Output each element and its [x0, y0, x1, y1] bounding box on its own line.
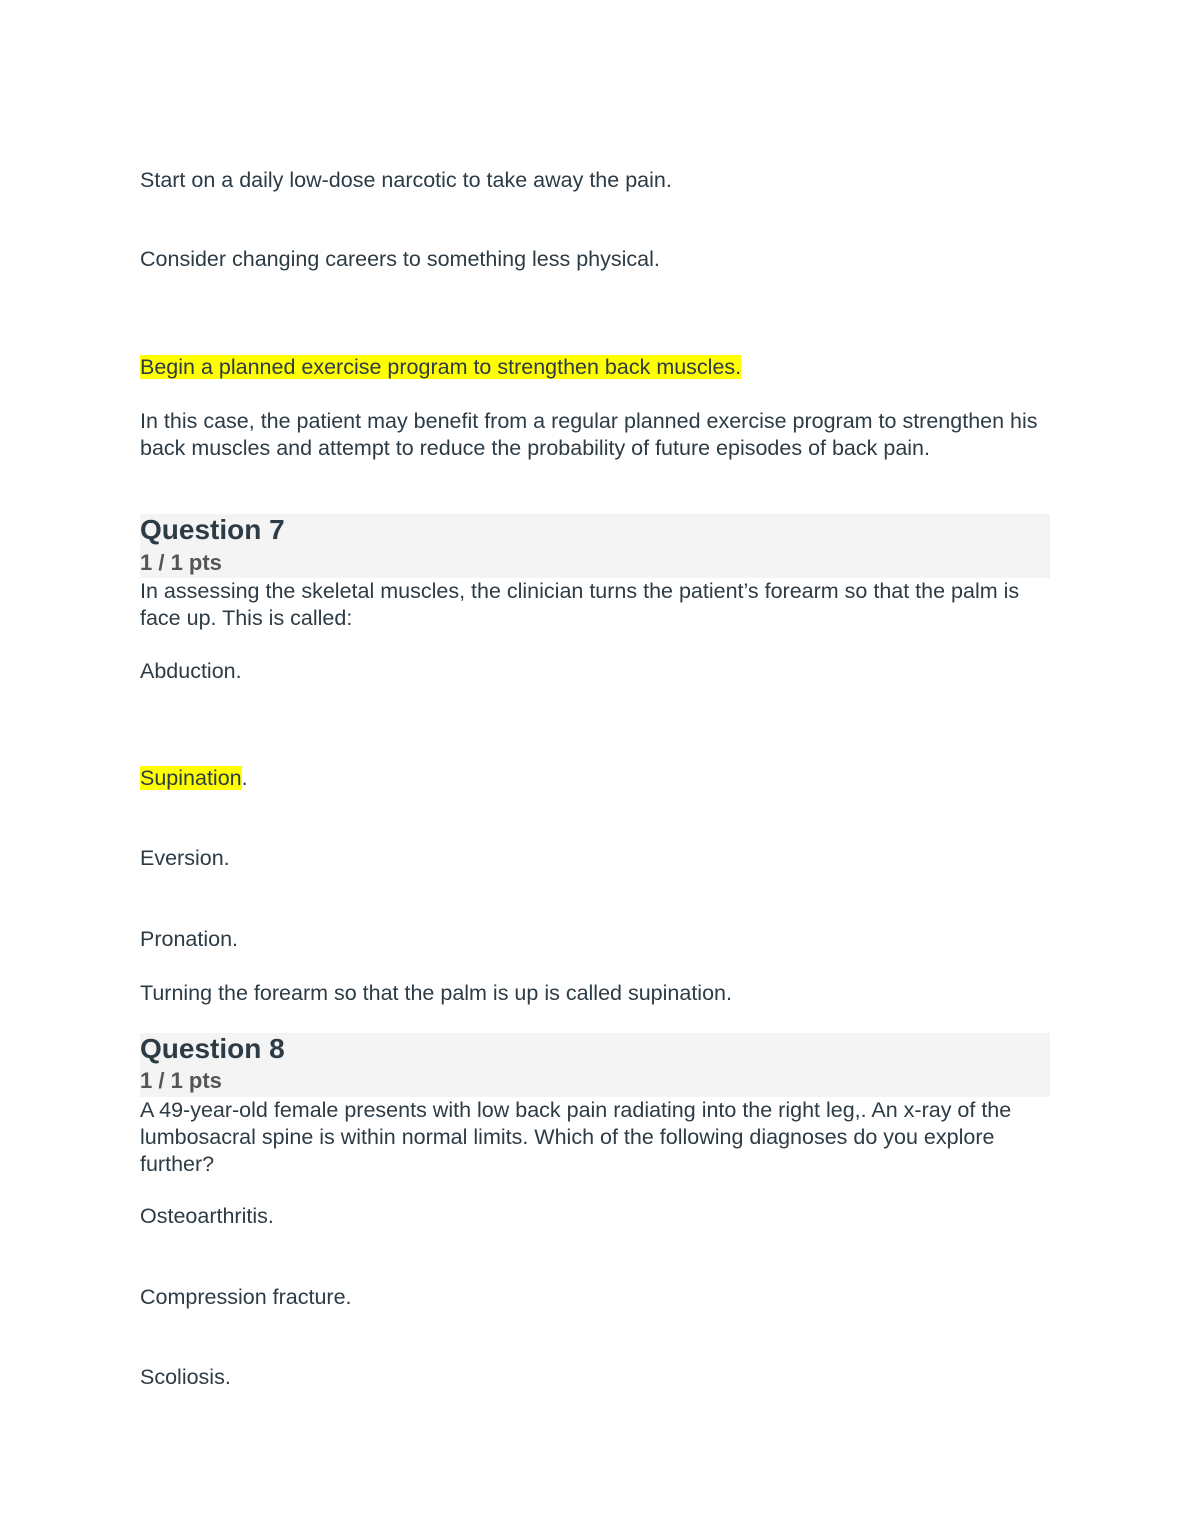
answer-option-correct[interactable]	[140, 765, 248, 792]
correct-answer-highlight: Begin a planned exercise program to strengthen back muscles.	[140, 355, 742, 379]
answer-explanation: Turning the forearm so that the palm is up is called supination.	[140, 981, 732, 1005]
answer-option[interactable]: Compression fracture.	[140, 1285, 352, 1309]
answer-explanation: In this case, the patient may benefit from a regular planned exercise program to strengthen his back muscles and attempt to reduce the probability of future episodes of back pain.	[140, 409, 1038, 460]
question-prompt: A 49-year-old female presents with low back pain radiating into the right leg,. An x-ray of the lumbosacral spine is within normal limits. Which of the following diagnoses do you explore further?	[140, 1098, 1012, 1176]
answer-option[interactable]: Consider changing careers to something less physical.	[140, 247, 660, 271]
question-points: 1 / 1 pts	[140, 550, 222, 575]
answer-option[interactable]: Eversion.	[140, 846, 230, 870]
question-title: Question 8	[140, 1033, 285, 1064]
correct-answer-highlight: Supination	[140, 766, 242, 790]
question-title: Question 7	[140, 514, 285, 545]
answer-option[interactable]: Abduction.	[140, 659, 242, 683]
answer-suffix: .	[241, 766, 248, 790]
question-points: 1 / 1 pts	[140, 1068, 222, 1093]
answer-option[interactable]: Scoliosis.	[140, 1365, 231, 1389]
answer-option-correct[interactable]	[140, 354, 741, 381]
question-prompt: In assessing the skeletal muscles, the clinician turns the patient’s forearm so that the palm is face up. This is called:	[140, 579, 1020, 630]
answer-option[interactable]: Pronation.	[140, 927, 239, 951]
answer-option[interactable]: Start on a daily low-dose narcotic to take away the pain.	[140, 168, 672, 192]
answer-option[interactable]: Osteoarthritis.	[140, 1204, 274, 1228]
